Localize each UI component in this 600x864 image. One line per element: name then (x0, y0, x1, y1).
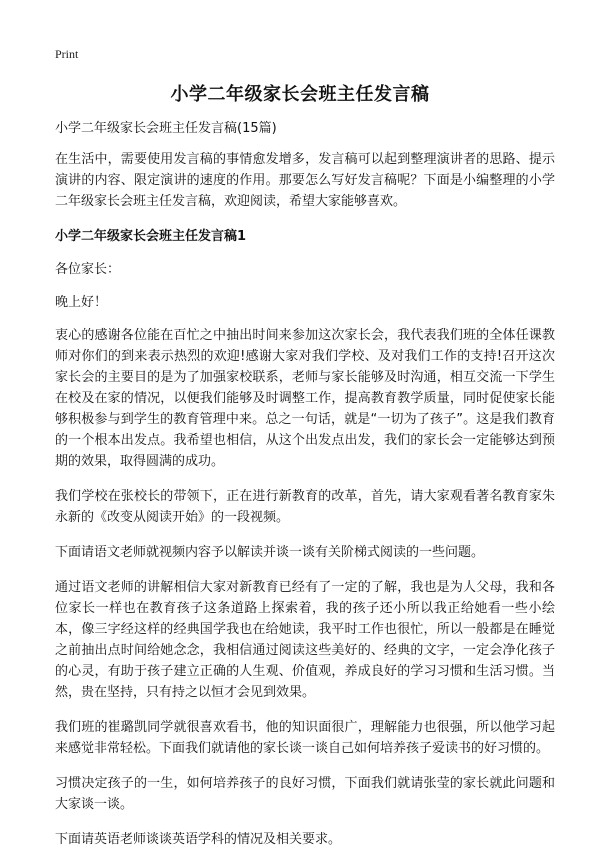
intro-paragraph: 在生活中，需要使用发言稿的事情愈发增多，发言稿可以起到整理演讲者的思路、提示演讲的内容、限定演讲的速度的作用。那要怎么写好发言稿呢？下面是小编整理的小学二年级家长会班主任发言稿，欢迎阅读，希望大家能够喜欢。 (55, 152, 555, 209)
section-heading: 小学二年级家长会班主任发言稿1 (55, 229, 247, 244)
body-paragraph-6: 习惯决定孩子的一生，如何培养孩子的良好习惯，下面我们就请张莹的家长就此问题和大家谈一谈。 (55, 776, 555, 812)
document-title: 小学二年级家长会班主任发言稿 (170, 84, 430, 105)
body-paragraph-1: 衷心的感谢各位能在百忙之中抽出时间来参加这次家长会，我代表我们班的全体任课教师对你们的到来表示热烈的欢迎!感谢大家对我们学校、及对我们工作的支持!召开这次家长会的主要目的是为了加强家校联系，老师与家长能够及时沟通，相互交流一下学生在校及在家的情况，以便我们能够及时调整工作，提高教育教学质量，同时促使家长能够积极参与到学生的教育管理中来。总之一句话，就是“一切为了孩子”。这是我们教育的一个根本出发点。我希望也相信，从这个出发点出发，我们的家长会一定能够达到预期的效果，取得圆满的成功。 (55, 328, 555, 469)
body-paragraph-4: 通过语文老师的讲解相信大家对新教育已经有了一定的了解，我也是为人父母，我和各位家长一样也在教育孩子这条道路上探索着，我的孩子还小所以我正给她看一些小绘本，像三字经这样的经典国学我也在给她读，我平时工作也很忙，所以一般都是在睡觉之前抽出点时间给她念念，我相信通过阅读这些美好的、经典的文字，一定会净化孩子的心灵，有助于孩子建立正确的人生观、价值观，养成良好的学习习惯和生活习惯。当然，贵在坚持，只有持之以恒才会见到效果。 (55, 580, 555, 700)
document-subtitle: 小学二年级家长会班主任发言稿(15篇) (55, 121, 277, 136)
greeting: 晚上好！ (55, 295, 108, 310)
salutation: 各位家长： (55, 262, 121, 277)
body-paragraph-2: 我们学校在张校长的带领下，正在进行新教育的改革，首先，请大家观看著名教育家朱永新的《改变从阅读开始》的一段视频。 (55, 489, 555, 525)
body-paragraph-3: 下面请语文老师就视频内容予以解读并谈一谈有关阶梯式阅读的一些问题。 (55, 545, 485, 560)
print-label: Print (55, 47, 79, 61)
document-body (55, 118, 555, 864)
body-paragraph-5: 我们班的崔璐凯同学就很喜欢看书，他的知识面很广，理解能力也很强，所以他学习起来感觉非常轻松。下面我们就请他的家长谈一谈自己如何培养孩子爱读书的好习惯的。 (55, 720, 555, 756)
body-paragraph-7: 下面请英语老师谈谈英语学科的情况及相关要求。 (55, 832, 342, 847)
